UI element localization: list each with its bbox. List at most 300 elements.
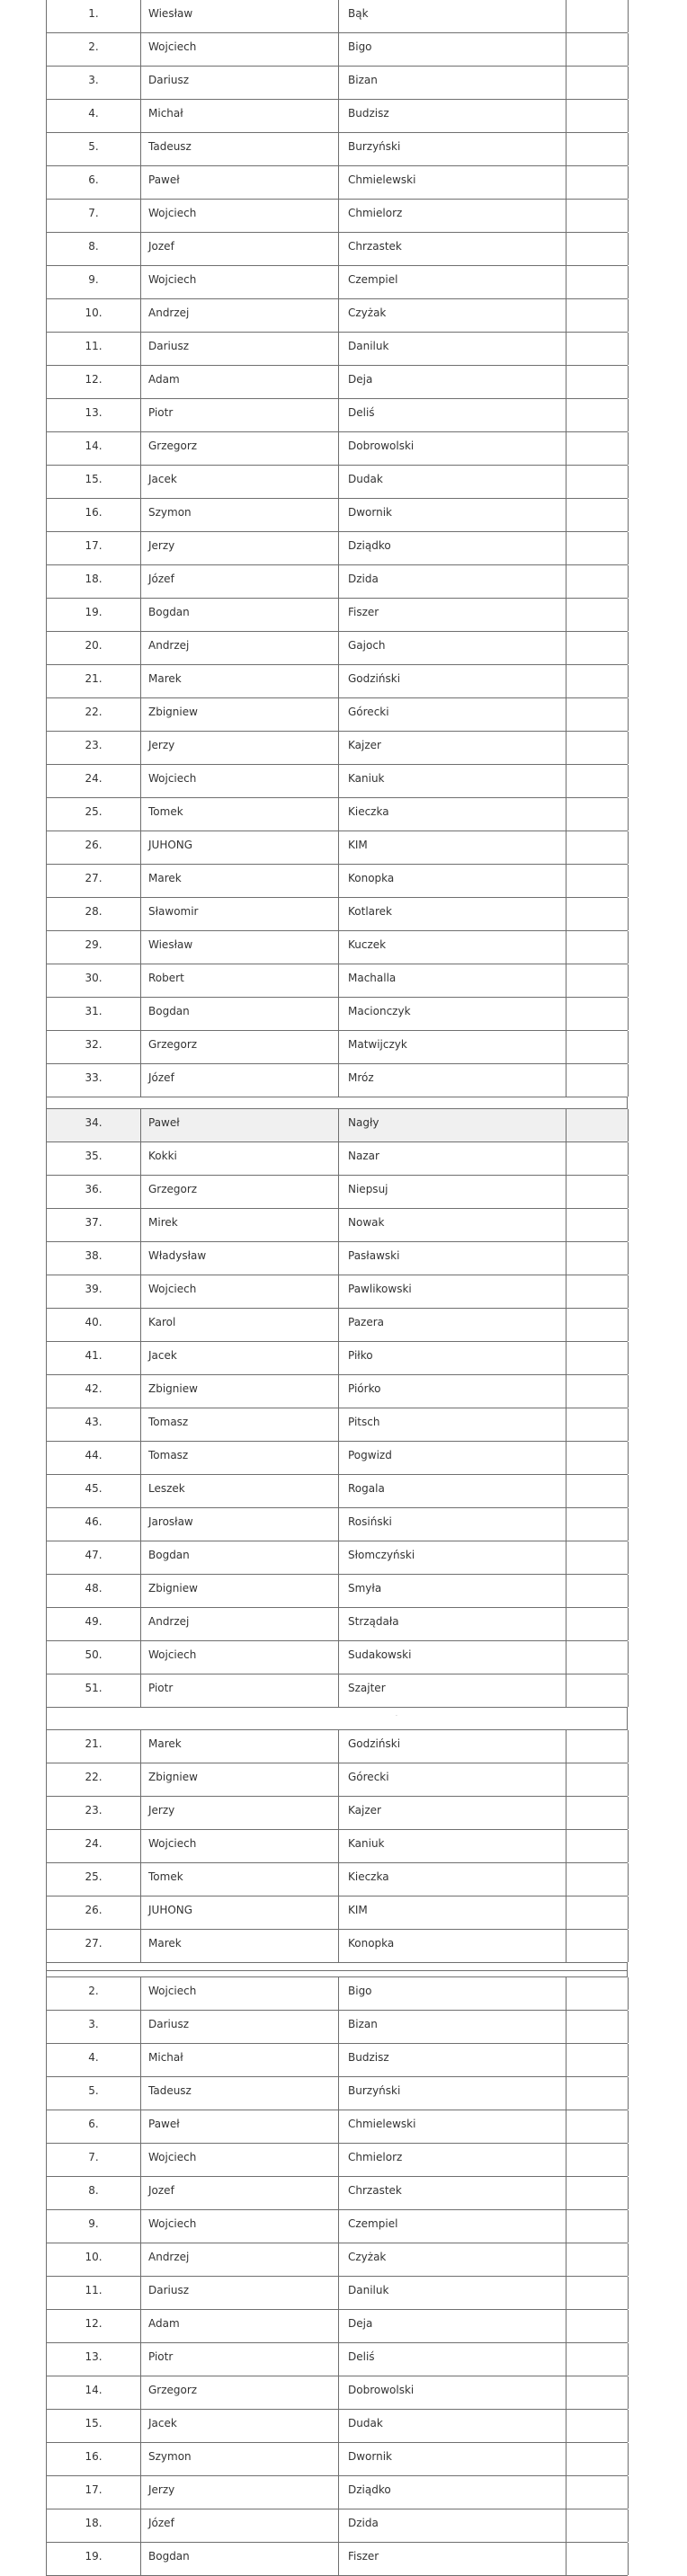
first-name-cell: Robert [140, 964, 346, 997]
table-row [46, 2410, 628, 2443]
empty-cell [566, 1977, 629, 2010]
row-number-cell: 18. [46, 2509, 140, 2542]
row-number-cell: 17. [46, 2476, 140, 2509]
table-row [46, 565, 628, 599]
row-number-cell: 32. [46, 1031, 140, 1063]
last-name-cell: Gajoch [338, 632, 575, 664]
empty-cell [566, 1863, 629, 1896]
last-name-cell: Kajzer [338, 1797, 575, 1829]
last-name-cell: Czyżak [338, 299, 575, 332]
first-name-cell: Michał [140, 100, 346, 132]
last-name-cell: Bigo [338, 33, 575, 66]
table-row [46, 1508, 628, 1541]
first-name-cell: Marek [140, 1930, 346, 1962]
empty-cell [566, 2144, 629, 2176]
first-name-cell: Józef [140, 2509, 346, 2542]
table-row [46, 1442, 628, 1475]
empty-cell [566, 1064, 629, 1097]
table-row [46, 466, 628, 499]
table-row [46, 2243, 628, 2277]
table-row [46, 1930, 628, 1963]
last-name-cell: Pogwizd [338, 1442, 575, 1474]
empty-cell [566, 1763, 629, 1796]
last-name-cell: Fiszer [338, 599, 575, 631]
empty-cell [566, 798, 629, 831]
last-name-cell: Godziński [338, 665, 575, 697]
row-number-cell: 22. [46, 698, 140, 731]
row-number-cell: 20. [46, 632, 140, 664]
last-name-cell: Słomczyński [338, 1541, 575, 1574]
table-row [46, 1763, 628, 1797]
row-number-cell: 4. [46, 100, 140, 132]
row-number-cell: 51. [46, 1674, 140, 1707]
last-name-cell: Pitsch [338, 1408, 575, 1441]
row-number-cell: 21. [46, 1730, 140, 1763]
row-number-cell: 26. [46, 1896, 140, 1929]
first-name-cell: Szymon [140, 499, 346, 531]
roster-table [46, 0, 628, 2576]
first-name-cell: Karol [140, 1309, 346, 1341]
last-name-cell: Strządała [338, 1608, 575, 1640]
table-row [46, 865, 628, 898]
row-number-cell: 50. [46, 1641, 140, 1674]
row-number-cell: 2. [46, 33, 140, 66]
empty-cell [566, 1930, 629, 1962]
table-row [46, 2177, 628, 2210]
row-number-cell: 9. [46, 2210, 140, 2243]
first-name-cell: Józef [140, 565, 346, 598]
empty-cell [566, 466, 629, 498]
empty-cell [566, 33, 629, 66]
last-name-cell: Chrzastek [338, 233, 575, 265]
first-name-cell: Jozef [140, 2177, 346, 2209]
last-name-cell: Chmielorz [338, 200, 575, 232]
table-row [46, 1275, 628, 1309]
last-name-cell: Dudak [338, 466, 575, 498]
row-number-cell: 37. [46, 1209, 140, 1241]
row-number-cell: 48. [46, 1575, 140, 1607]
last-name-cell: Bizan [338, 67, 575, 99]
row-number-cell: 24. [46, 1830, 140, 1862]
empty-cell [566, 2343, 629, 2376]
empty-cell [566, 1608, 629, 1640]
empty-cell [566, 865, 629, 897]
first-name-cell: Wojciech [140, 1641, 346, 1674]
empty-cell [566, 1309, 629, 1341]
table-row [46, 2443, 628, 2476]
last-name-cell: Dobrowolski [338, 432, 575, 465]
empty-cell [566, 2177, 629, 2209]
row-number-cell: 42. [46, 1375, 140, 1408]
first-name-cell: Wojciech [140, 2144, 346, 2176]
last-name-cell: Fiszer [338, 2543, 575, 2575]
first-name-cell: Wojciech [140, 1977, 346, 2010]
row-number-cell: 43. [46, 1408, 140, 1441]
first-name-cell: Zbigniew [140, 1575, 346, 1607]
empty-cell [566, 2044, 629, 2076]
table-row [46, 898, 628, 931]
row-number-cell: 44. [46, 1442, 140, 1474]
last-name-cell: Szajter [338, 1674, 575, 1707]
first-name-cell: Jozef [140, 233, 346, 265]
first-name-cell: Paweł [140, 2110, 346, 2143]
empty-cell [566, 831, 629, 864]
last-name-cell: Budzisz [338, 2044, 575, 2076]
first-name-cell: Wiesław [140, 0, 346, 32]
empty-cell [566, 166, 629, 199]
row-number-cell: 17. [46, 532, 140, 564]
table-row [46, 1309, 628, 1342]
row-number-cell: 33. [46, 1064, 140, 1097]
table-row [46, 2343, 628, 2376]
first-name-cell: Józef [140, 1064, 346, 1097]
empty-cell [566, 133, 629, 165]
first-name-cell: Wojciech [140, 1830, 346, 1862]
empty-cell [566, 998, 629, 1030]
row-number-cell: 28. [46, 898, 140, 930]
table-row [46, 1830, 628, 1863]
last-name-cell: Smyła [338, 1575, 575, 1607]
table-row [46, 1109, 628, 1142]
first-name-cell: Leszek [140, 1475, 346, 1507]
empty-cell [566, 1242, 629, 1275]
table-row [46, 1375, 628, 1408]
table-row [46, 1541, 628, 1575]
last-name-cell: Czyżak [338, 2243, 575, 2276]
row-number-cell: 38. [46, 1242, 140, 1275]
empty-cell [566, 2509, 629, 2542]
empty-cell [566, 67, 629, 99]
empty-cell [566, 2011, 629, 2043]
first-name-cell: Jerzy [140, 2476, 346, 2509]
row-number-cell: 31. [46, 998, 140, 1030]
empty-cell [566, 1275, 629, 1308]
first-name-cell: Marek [140, 865, 346, 897]
last-name-cell: KIM [338, 831, 575, 864]
first-name-cell: Kokki [140, 1142, 346, 1175]
first-name-cell: Wojciech [140, 1275, 346, 1308]
empty-cell [566, 2310, 629, 2342]
first-name-cell: Jacek [140, 2410, 346, 2442]
row-number-cell: 6. [46, 2110, 140, 2143]
empty-cell [566, 333, 629, 365]
last-name-cell: Dwornik [338, 499, 575, 531]
first-name-cell: Tadeusz [140, 133, 346, 165]
first-name-cell: Marek [140, 1730, 346, 1763]
empty-cell [566, 499, 629, 531]
table-row [46, 665, 628, 698]
first-name-cell: Zbigniew [140, 1375, 346, 1408]
last-name-cell: Burzyński [338, 2077, 575, 2110]
last-name-cell: Kieczka [338, 1863, 575, 1896]
empty-cell [566, 2410, 629, 2442]
last-name-cell: Kotlarek [338, 898, 575, 930]
first-name-cell: Andrzej [140, 632, 346, 664]
row-number-cell: 22. [46, 1763, 140, 1796]
table-row [46, 964, 628, 998]
first-name-cell: Tomasz [140, 1408, 346, 1441]
table-row [46, 1863, 628, 1896]
table-row [46, 2110, 628, 2144]
last-name-cell: Nowak [338, 1209, 575, 1241]
empty-cell [566, 2077, 629, 2110]
last-name-cell: Czempiel [338, 266, 575, 298]
first-name-cell: Wiesław [140, 931, 346, 964]
row-number-cell: 30. [46, 964, 140, 997]
last-name-cell: Chmielewski [338, 166, 575, 199]
first-name-cell: Tomek [140, 798, 346, 831]
first-name-cell: Piotr [140, 1674, 346, 1707]
last-name-cell: Chrzastek [338, 2177, 575, 2209]
table-row [46, 1575, 628, 1608]
first-name-cell: Sławomir [140, 898, 346, 930]
row-number-cell: 39. [46, 1275, 140, 1308]
last-name-cell: Konopka [338, 865, 575, 897]
first-name-cell: Jacek [140, 1342, 346, 1374]
last-name-cell: Pasławski [338, 1242, 575, 1275]
empty-cell [566, 1109, 629, 1141]
last-name-cell: Rogala [338, 1475, 575, 1507]
table-row [46, 133, 628, 166]
first-name-cell: Tadeusz [140, 2077, 346, 2110]
empty-cell [566, 1830, 629, 1862]
empty-cell [566, 266, 629, 298]
first-name-cell: Tomasz [140, 1442, 346, 1474]
last-name-cell: Bigo [338, 1977, 575, 2010]
empty-cell [566, 532, 629, 564]
section-separator [46, 1097, 628, 1109]
table-row [46, 499, 628, 532]
table-row [46, 399, 628, 432]
table-row [46, 1641, 628, 1674]
row-number-cell: 19. [46, 2543, 140, 2575]
row-number-cell: 13. [46, 399, 140, 431]
first-name-cell: Paweł [140, 166, 346, 199]
table-row [46, 1608, 628, 1641]
table-row [46, 100, 628, 133]
row-number-cell: 4. [46, 2044, 140, 2076]
last-name-cell: Dziądko [338, 532, 575, 564]
row-number-cell: 18. [46, 565, 140, 598]
table-row [46, 366, 628, 399]
last-name-cell: Kaniuk [338, 765, 575, 797]
table-row [46, 1977, 628, 2011]
empty-cell [566, 931, 629, 964]
last-name-cell: Mróz [338, 1064, 575, 1097]
section-separator [46, 1963, 628, 1971]
table-row [46, 67, 628, 100]
first-name-cell: Szymon [140, 2443, 346, 2475]
table-row [46, 1475, 628, 1508]
last-name-cell: Piórko [338, 1375, 575, 1408]
first-name-cell: Paweł [140, 1109, 346, 1141]
empty-cell [566, 1442, 629, 1474]
last-name-cell: Sudakowski [338, 1641, 575, 1674]
last-name-cell: Kajzer [338, 732, 575, 764]
row-number-cell: 29. [46, 931, 140, 964]
empty-cell [566, 1342, 629, 1374]
table-row [46, 1896, 628, 1930]
table-row [46, 698, 628, 732]
empty-cell [566, 366, 629, 398]
table-row [46, 1031, 628, 1064]
last-name-cell: Machalla [338, 964, 575, 997]
empty-cell [566, 765, 629, 797]
row-number-cell: 45. [46, 1475, 140, 1507]
table-row [46, 2077, 628, 2110]
last-name-cell: Macionczyk [338, 998, 575, 1030]
empty-cell [566, 565, 629, 598]
last-name-cell: Kieczka [338, 798, 575, 831]
first-name-cell: Michał [140, 2044, 346, 2076]
empty-cell [566, 698, 629, 731]
row-number-cell: 15. [46, 2410, 140, 2442]
empty-cell [566, 599, 629, 631]
table-row [46, 1209, 628, 1242]
table-row [46, 2277, 628, 2310]
first-name-cell: Dariusz [140, 2277, 346, 2309]
first-name-cell: Grzegorz [140, 432, 346, 465]
row-number-cell: 24. [46, 765, 140, 797]
last-name-cell: Deja [338, 366, 575, 398]
first-name-cell: JUHONG [140, 1896, 346, 1929]
table-row [46, 266, 628, 299]
first-name-cell: Mirek [140, 1209, 346, 1241]
last-name-cell: Dudak [338, 2410, 575, 2442]
table-row [46, 1342, 628, 1375]
separator-mark: . [396, 1711, 397, 1718]
empty-cell [566, 964, 629, 997]
row-number-cell: 19. [46, 599, 140, 631]
row-number-cell: 16. [46, 499, 140, 531]
first-name-cell: Dariusz [140, 67, 346, 99]
empty-cell [566, 200, 629, 232]
row-number-cell: 5. [46, 2077, 140, 2110]
row-number-cell: 8. [46, 2177, 140, 2209]
table-row [46, 2543, 628, 2576]
last-name-cell: Czempiel [338, 2210, 575, 2243]
table-row [46, 233, 628, 266]
first-name-cell: Zbigniew [140, 698, 346, 731]
empty-cell [566, 1541, 629, 1574]
row-number-cell: 47. [46, 1541, 140, 1574]
row-number-cell: 36. [46, 1176, 140, 1208]
row-number-cell: 10. [46, 299, 140, 332]
table-row [46, 831, 628, 865]
table-row [46, 998, 628, 1031]
empty-cell [566, 2277, 629, 2309]
row-number-cell: 35. [46, 1142, 140, 1175]
table-row [46, 1730, 628, 1763]
empty-cell [566, 1176, 629, 1208]
first-name-cell: Bogdan [140, 1541, 346, 1574]
table-row [46, 0, 628, 33]
row-number-cell: 7. [46, 200, 140, 232]
first-name-cell: Dariusz [140, 333, 346, 365]
last-name-cell: Pazera [338, 1309, 575, 1341]
row-number-cell: 11. [46, 2277, 140, 2309]
empty-cell [566, 1575, 629, 1607]
last-name-cell: Chmielorz [338, 2144, 575, 2176]
last-name-cell: Nagły [338, 1109, 575, 1141]
row-number-cell: 14. [46, 432, 140, 465]
first-name-cell: Bogdan [140, 599, 346, 631]
first-name-cell: Wojciech [140, 765, 346, 797]
first-name-cell: Bogdan [140, 2543, 346, 2575]
empty-cell [566, 1797, 629, 1829]
row-number-cell: 3. [46, 2011, 140, 2043]
first-name-cell: Wojciech [140, 200, 346, 232]
empty-cell [566, 2443, 629, 2475]
table-row [46, 1064, 628, 1097]
first-name-cell: Wojciech [140, 33, 346, 66]
last-name-cell: Bąk [338, 0, 575, 32]
empty-cell [566, 299, 629, 332]
empty-cell [566, 1031, 629, 1063]
last-name-cell: Pawlikowski [338, 1275, 575, 1308]
first-name-cell: Grzegorz [140, 2376, 346, 2409]
last-name-cell: Daniluk [338, 333, 575, 365]
first-name-cell: Zbigniew [140, 1763, 346, 1796]
first-name-cell: Adam [140, 2310, 346, 2342]
empty-cell [566, 1475, 629, 1507]
last-name-cell: Chmielewski [338, 2110, 575, 2143]
last-name-cell: Matwijczyk [338, 1031, 575, 1063]
first-name-cell: Piotr [140, 399, 346, 431]
first-name-cell: Grzegorz [140, 1176, 346, 1208]
empty-cell [566, 732, 629, 764]
first-name-cell: Wojciech [140, 2210, 346, 2243]
table-row [46, 299, 628, 333]
first-name-cell: Marek [140, 665, 346, 697]
table-row [46, 632, 628, 665]
row-number-cell: 23. [46, 732, 140, 764]
last-name-cell: Deja [338, 2310, 575, 2342]
row-number-cell: 9. [46, 266, 140, 298]
empty-cell [566, 1674, 629, 1707]
table-row [46, 599, 628, 632]
row-number-cell: 49. [46, 1608, 140, 1640]
last-name-cell: Górecki [338, 698, 575, 731]
last-name-cell: KIM [338, 1896, 575, 1929]
row-number-cell: 13. [46, 2343, 140, 2376]
row-number-cell: 11. [46, 333, 140, 365]
last-name-cell: Niepsuj [338, 1176, 575, 1208]
row-number-cell: 27. [46, 865, 140, 897]
first-name-cell: Tomek [140, 1863, 346, 1896]
row-number-cell: 3. [46, 67, 140, 99]
table-row [46, 798, 628, 831]
table-row [46, 2044, 628, 2077]
empty-cell [566, 2210, 629, 2243]
table-row [46, 166, 628, 200]
row-number-cell: 41. [46, 1342, 140, 1374]
last-name-cell: Górecki [338, 1763, 575, 1796]
last-name-cell: Nazar [338, 1142, 575, 1175]
last-name-cell: Bizan [338, 2011, 575, 2043]
empty-cell [566, 0, 629, 32]
first-name-cell: Władysław [140, 1242, 346, 1275]
empty-cell [566, 2476, 629, 2509]
empty-cell [566, 665, 629, 697]
table-row [46, 1176, 628, 1209]
empty-cell [566, 898, 629, 930]
first-name-cell: Adam [140, 366, 346, 398]
table-row [46, 1142, 628, 1176]
empty-cell [566, 1408, 629, 1441]
empty-cell [566, 2243, 629, 2276]
first-name-cell: Jerzy [140, 732, 346, 764]
